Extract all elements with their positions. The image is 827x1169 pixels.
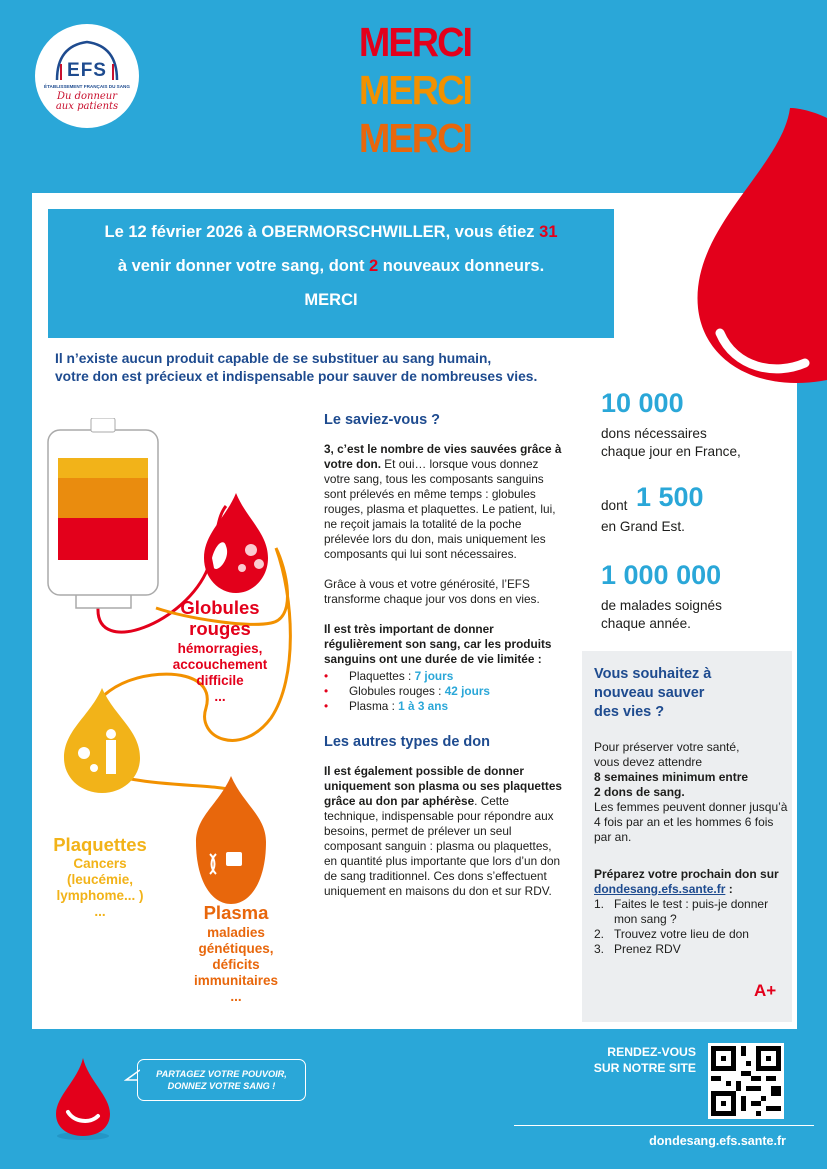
efs-logo [35,24,139,128]
speech-tail-icon [124,1068,140,1082]
new-donor-count: 2 [369,257,379,275]
stat-number-3: 1 000 000 [601,560,722,590]
site-link[interactable]: dondesang.efs.sante.fr [594,882,726,896]
blood-type: A+ [754,981,777,1000]
saviez-p1: 3, c’est le nombre de vies sauvées grâce à votre don. Et oui… lorsque vous donnez votre sang, tous les composants sanguins sont prélevés en même temps : globules rouges, plasma et plaquettes. Le patient, lui, ne reçoit jamais la totalité de la poche prélevée lors du don, mais uniquement les composants qui lui sont nécessaires. [324,442,562,561]
site-cta: RENDEZ-VOUS SUR NOTRE SITE [593,1045,696,1075]
autres-text: Il est également possible de donner uniquement son plasma ou ses plaquettes grâce au don par aphérèse. Cette technique, indispensable pour répondre aux besoins, permet de prélever un seul composant sanguin : plasma ou plaquettes, en quantité plus importante que lors d’un don de sang traditionnel. Ces dons s’effectuent uniquement en maisons du don et sur RDV. [324,764,562,898]
blood-drop-icon [690,108,827,393]
list-item: • Globules rouges : 42 jours [324,684,564,699]
logo-org: ÉTABLISSEMENT FRANÇAIS DU SANG [44,84,130,89]
footer-drop-icon [48,1052,138,1142]
qr-code[interactable] [708,1043,784,1119]
plasma-title: Plasma [203,902,269,923]
thanks-banner: Le 12 février 2026 à OBERMORSCHWILLER, vous étiez 31 à venir donner votre sang, dont 2 nouveaux donneurs. MERCI [48,209,614,338]
list-item: • Plaquettes : 7 jours [324,669,564,684]
plasma-desc: maladies génétiques, déficits immunitaires ... [193,925,279,1004]
logo-tagline: Du donneur aux patients [55,91,119,112]
shelf-life-list [324,669,564,714]
stat-text-2: en Grand Est. [601,519,685,534]
intro-text: Il n’existe aucun produit capable de se substituer au sang humain, votre don est précieux et indispensable pour sauver de nombreuses vies. [55,351,538,384]
merci-title-3: MERCI [358,115,472,161]
footer-url[interactable]: dondesang.efs.sante.fr [649,1134,786,1148]
saviez-section [324,413,564,899]
footer-divider [514,1125,814,1126]
list-item: • Plasma : 1 à 3 ans [324,699,564,714]
merci-title-1: MERCI [358,19,472,65]
logo-brand: EFS [67,60,107,81]
stat-dont: dont [601,498,628,513]
stat-text-1: dons nécessaires chaque jour en France, [601,426,741,459]
next-donation-title: Vous souhaitez à nouveau sauver des vies ? [594,666,712,720]
steps-list [594,897,788,957]
list-item: 2. Trouvez votre lieu de don [594,927,749,941]
share-badge: PARTAGEZ VOTRE POUVOIR, DONNEZ VOTRE SANG ! [137,1059,306,1101]
platelets-desc: Cancers (leucémie, lymphome... ) ... [56,856,144,919]
autres-heading: Les autres types de don [324,734,490,750]
list-item: 3. Prenez RDV [594,942,681,956]
next-donation-text: Pour préserver votre santé, vous devez attendre 8 semaines minimum entre 2 dons de sang. Les femmes peuvent donner jusqu’à 4 fois par an et les hommes 6 fois par an. [594,740,788,844]
prepare-text: Préparez votre prochain don sur dondesang.efs.sante.fr : 1. Faites le test : puis-je donner mon sang ? 2. Trouvez votre lieu de don 3. Prenez RDV [594,867,788,957]
plasma-drop-icon [196,840,266,906]
saviez-heading: Le saviez-vous ? [324,412,441,428]
stat-text-3: de malades soignés chaque année. [601,598,722,631]
red-cells-title: Globules rouges [180,597,260,639]
merci-title-2: MERCI [358,67,472,113]
list-item: 1. Faites le test : puis-je donner mon sang ? [594,897,769,926]
stat-number-2: 1 500 [636,482,704,512]
red-cells-desc: hémorragies, accouchement difficile ... [172,641,268,704]
donor-count: 31 [539,223,558,241]
next-donation-box [582,651,792,1022]
platelets-title: Plaquettes [53,834,147,855]
saviez-p2: Grâce à vous et votre générosité, l’EFS transforme chaque jour vos dons en vies. [324,577,540,606]
saviez-p3: Il est très important de donner régulièrement son sang, car les produits sanguins ont une durée de vie limitée : [324,622,552,666]
stat-number-1: 10 000 [601,388,684,418]
